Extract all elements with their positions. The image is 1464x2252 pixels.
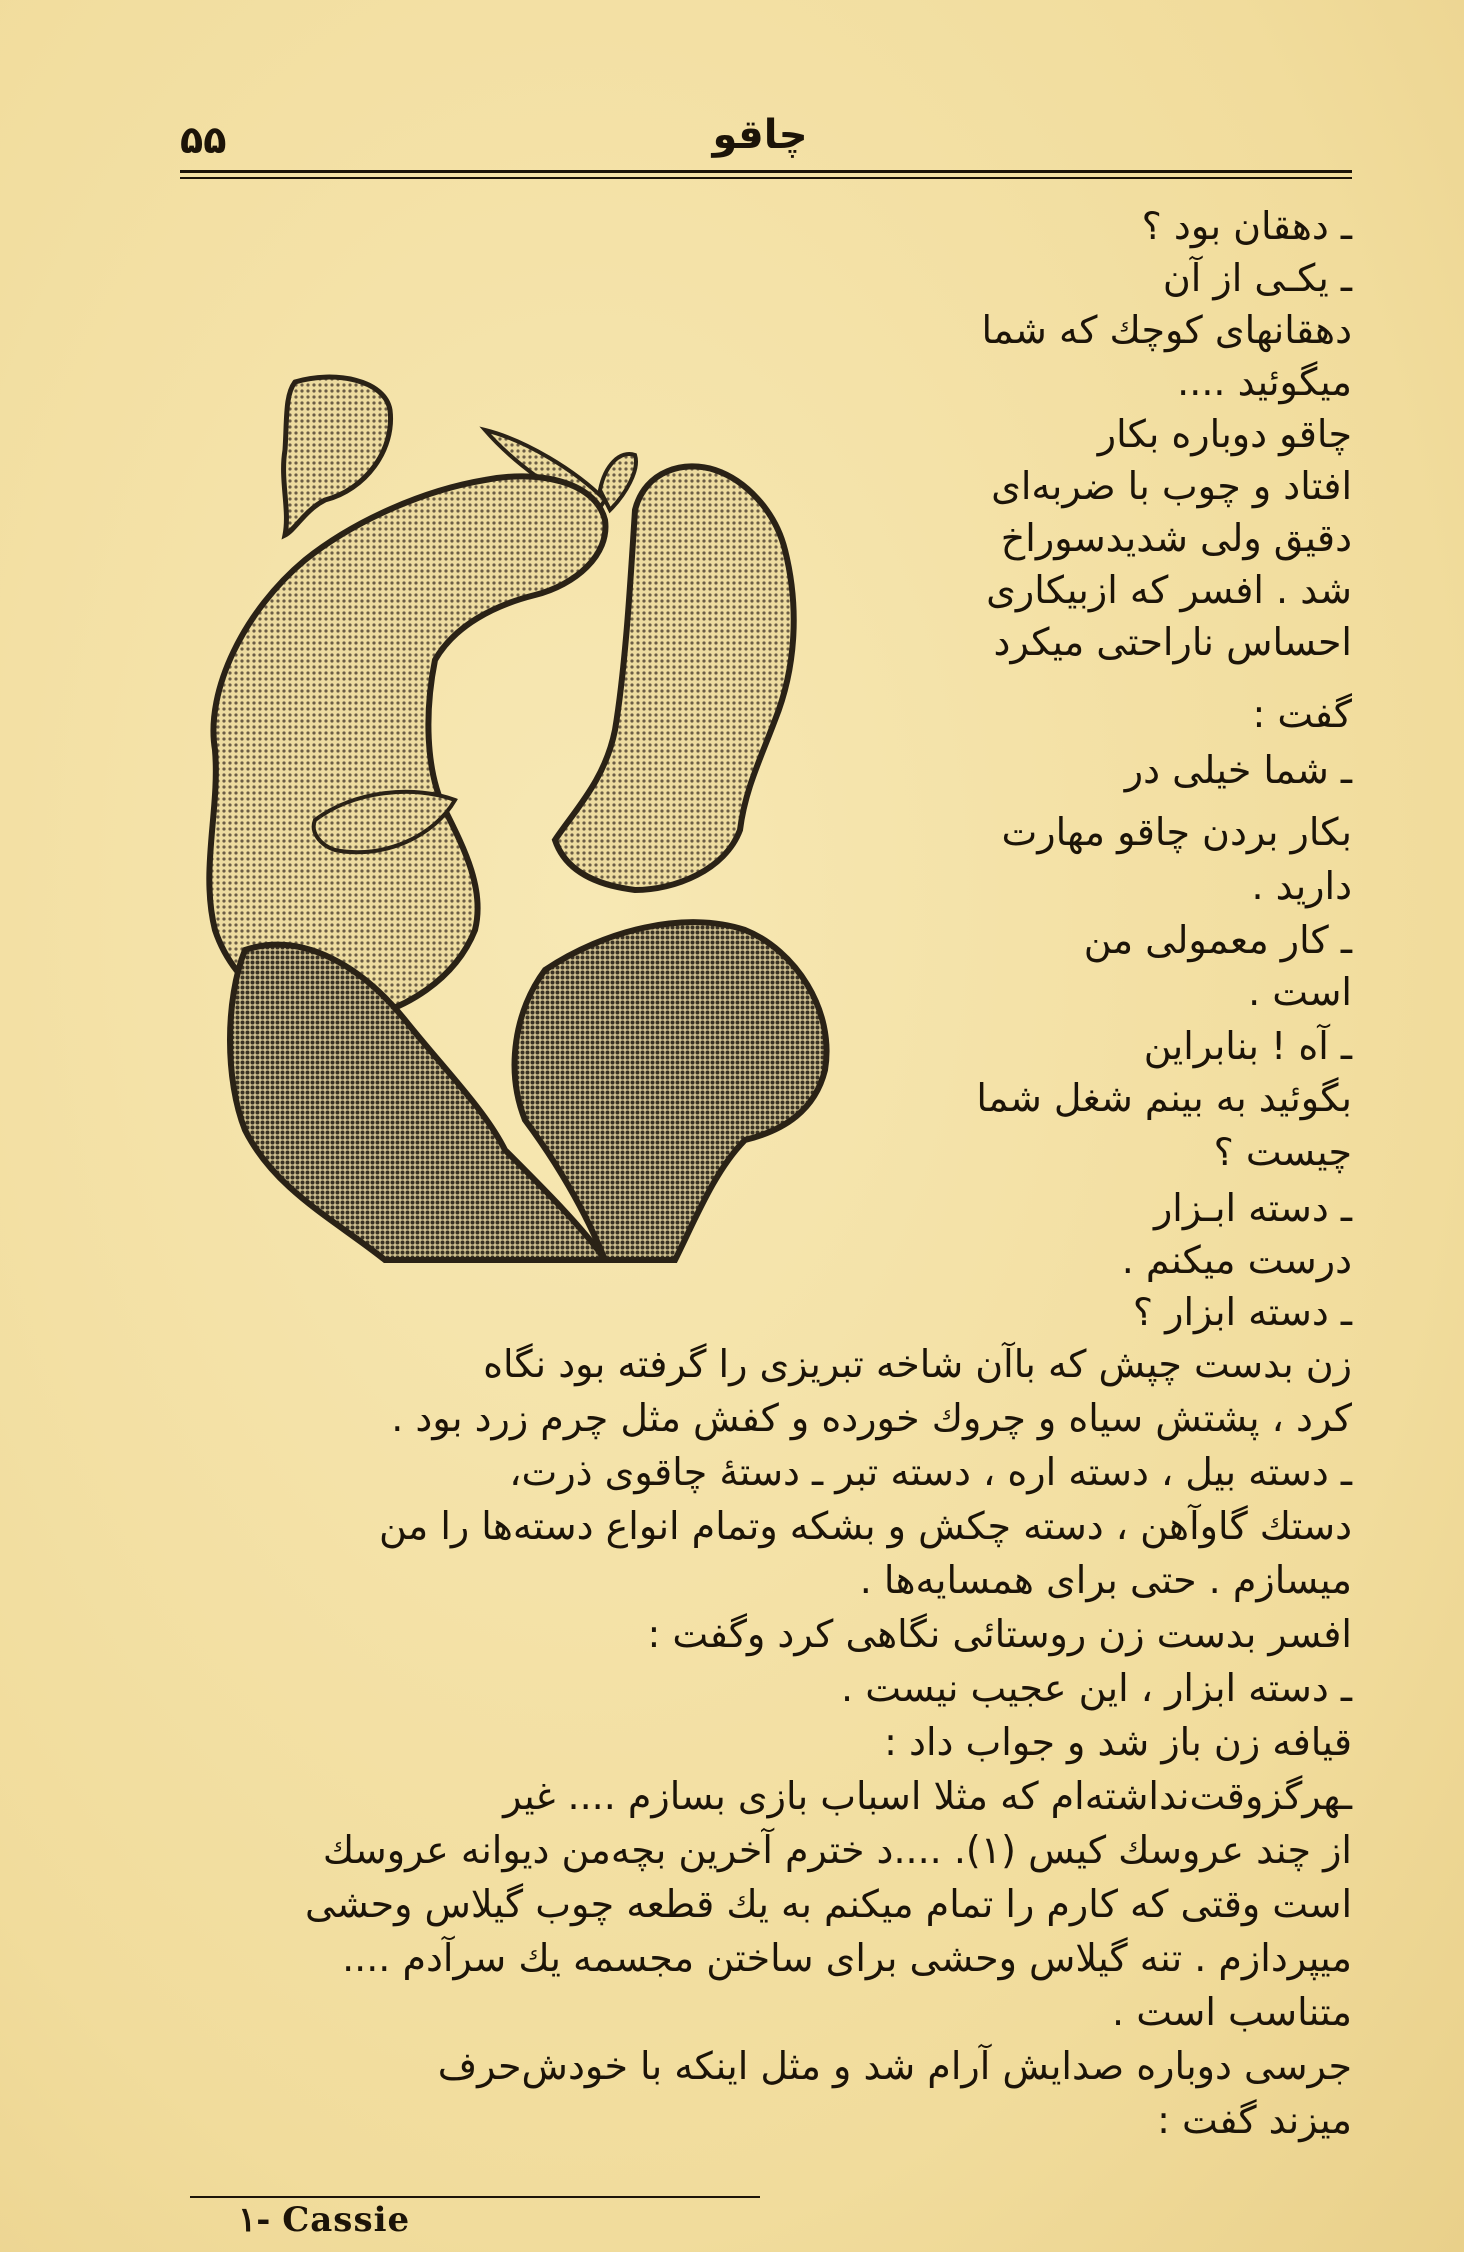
text-line: دستك گاوآهن ، دسته چکش و بشکه وتمام انواع دسته‌ها را من: [378, 1504, 1352, 1548]
text-line: دقیق ولی شدیدسوراخ: [1000, 516, 1352, 560]
text-line: جرسی دوباره صدایش آرام شد و مثل اینکه با خودش‌حرف: [437, 2044, 1352, 2088]
footnote-rule: [190, 2196, 760, 2198]
text-line: ـ شما خیلی در: [1124, 748, 1352, 792]
page-number: ۵۵: [180, 118, 227, 162]
text-line: ـ دسته ابزار ، این عجیب نیست .: [841, 1666, 1352, 1710]
text-line: میزند گفت :: [1157, 2098, 1352, 2142]
text-line: دارید .: [1251, 864, 1352, 908]
footnote: ۱- Cassie: [238, 2200, 411, 2240]
text-line: گفت :: [1252, 692, 1352, 736]
text-line: بگوئید به بینم شغل شما: [976, 1076, 1352, 1120]
text-line: درست میکنم .: [1121, 1238, 1352, 1282]
text-line: بکار بردن چاقو مهارت: [1001, 810, 1352, 854]
text-line: میگوئید ....: [1177, 360, 1352, 404]
hands-illustration: [185, 370, 885, 1270]
text-line: قیافه زن باز شد و جواب داد :: [884, 1720, 1352, 1764]
text-line: ـ دسته بیل ، دسته اره ، دسته تبر ـ دستهٔ چاقوی ذرت،: [509, 1450, 1352, 1494]
text-line: از چند عروسك کیس (۱). ....د خترم آخرین بچه‌من دیوانه عروسك: [322, 1828, 1352, 1872]
text-line: ـ دسته ابـزار: [1153, 1186, 1352, 1230]
text-line: افسر بدست زن روستائی نگاهی کرد وگفت :: [647, 1612, 1352, 1656]
text-line: ـ کار معمولی من: [1083, 918, 1352, 962]
text-line: چاقو دوباره بکار: [1097, 412, 1352, 456]
text-line: ـ دسته ابزار ؟: [1132, 1290, 1352, 1334]
text-line: است .: [1248, 970, 1352, 1014]
text-line: میسازم . حتی برای همسایه‌ها .: [859, 1558, 1352, 1602]
text-line: ـ یکـی از آن: [1162, 256, 1352, 300]
text-line: ـهرگزوقت‌نداشته‌ام که مثلا اسباب بازی بسازم .... غیر: [503, 1774, 1352, 1818]
header-rule: [180, 170, 1352, 173]
header-rule-inner: [180, 177, 1352, 179]
text-line: دهقانهای کوچك که شما: [981, 308, 1352, 352]
text-line: است وقتی که کارم را تمام میکنم به یك قطعه چوب گیلاس وحشی: [305, 1882, 1352, 1926]
text-line: ـ دهقان بود ؟: [1141, 204, 1352, 248]
text-line: کرد ، پشتش سیاه و چروك خورده و کفش مثل چرم زرد بود .: [391, 1396, 1352, 1440]
text-line: احساس ناراحتی میکرد: [993, 620, 1352, 664]
text-line: شد . افسر که ازبیکاری: [986, 568, 1352, 612]
text-line: چیست ؟: [1213, 1130, 1352, 1174]
text-line: میپردازم . تنه گیلاس وحشی برای ساختن مجسمه یك سرآدم ....: [342, 1936, 1352, 1980]
text-line: ـ آه ! بنابراین: [1143, 1024, 1352, 1068]
text-line: افتاد و چوب با ضربه‌ای: [991, 464, 1352, 508]
text-line: متناسب است .: [1112, 1990, 1352, 2034]
text-line: زن بدست چپش که باآن شاخه تبریزی را گرفته بود نگاه: [483, 1342, 1352, 1386]
running-title: چاقو: [712, 112, 808, 158]
